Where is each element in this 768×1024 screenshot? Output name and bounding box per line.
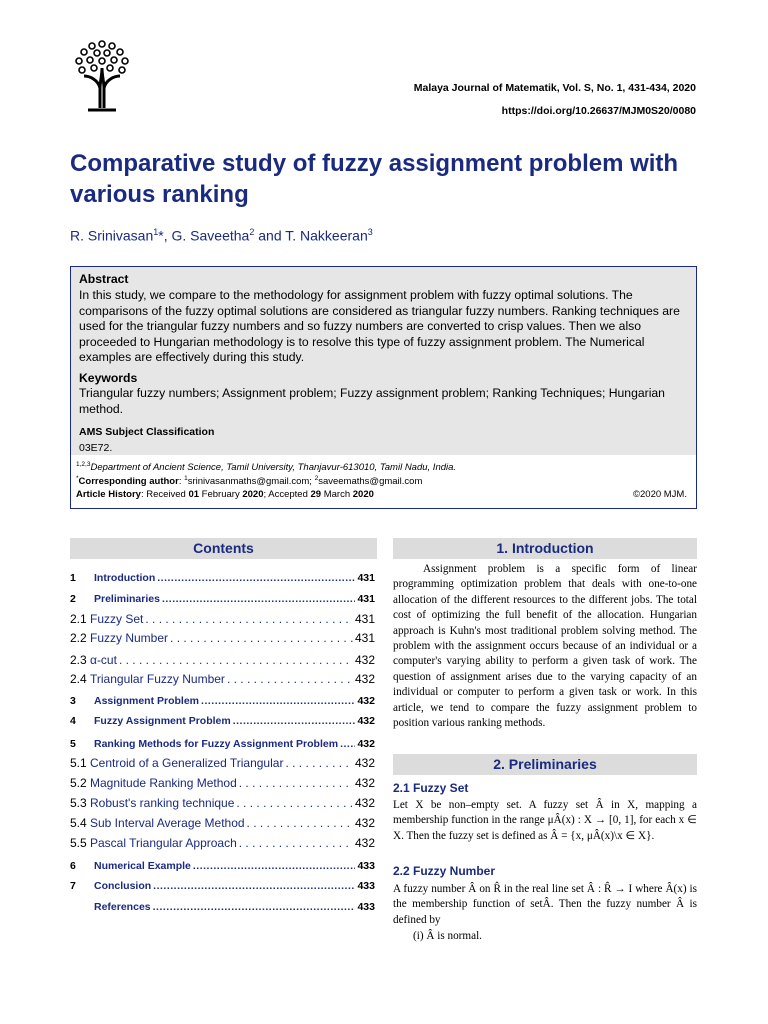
toc-entry-label[interactable]: Pascal Triangular Approach [90, 836, 237, 850]
toc-leader-dots [119, 653, 353, 667]
toc-entry-page: 432 [357, 715, 375, 727]
toc-entry-number: 2.1 [70, 612, 87, 626]
fuzzy-set-heading: 2.1 Fuzzy Set [393, 781, 469, 795]
abstract-text: In this study, we compare to the methodology for assignment problem with fuzzy optimal solutions. The comparisons of the fuzzy optimal solutions are considered as triangular fuzzy numbers. Ranking techniques are used for the triangular fuzzy numbers and so fuzzy numbers are converted to crisp values. Then we also proceeded to Hungarian methodology is to resolve this type of fuzzy assignment problem. The Numerical examples are effectively during this study. [79, 288, 680, 364]
toc-entry[interactable] [70, 901, 375, 913]
toc-entry-number: 5 [70, 738, 76, 750]
fuzzy-number-condition-i: (i) Â is normal. [413, 930, 482, 942]
history-label: Article History [76, 489, 141, 500]
toc-entry[interactable] [70, 836, 375, 850]
corr-colon: : [178, 476, 185, 488]
toc-entry-page: 433 [357, 901, 375, 913]
toc-entry-label[interactable]: Fuzzy Number [90, 631, 169, 645]
toc-entry[interactable] [70, 756, 375, 770]
toc-entry[interactable] [70, 672, 375, 686]
paper-title: Comparative study of fuzzy assignment problem with various ranking [70, 150, 679, 208]
affiliation-sup: 1,2,3 [76, 461, 91, 468]
fuzzy-number-text: A fuzzy number Â on R̂ in the real line set Â : R̂ → I where Â(x) is the membership function of setÂ. Then the fuzzy number Â is defined by [393, 883, 697, 926]
toc-leader-dots [145, 612, 353, 626]
toc-leader-dots [157, 572, 355, 584]
corr-label: Corresponding author [78, 476, 179, 488]
toc-leader-dots [227, 672, 353, 686]
received-month: February [199, 489, 243, 500]
copyright: ©2020 MJM. [633, 489, 687, 500]
contents-heading: Contents [70, 538, 377, 559]
toc-entry-number: 5.5 [70, 836, 87, 850]
toc-entry-page: 432 [354, 653, 375, 667]
toc-leader-dots [233, 715, 356, 727]
toc-leader-dots [153, 880, 355, 892]
abstract-heading: Abstract [79, 272, 129, 286]
toc-entry-number: 5.3 [70, 796, 87, 810]
toc-entry-label[interactable]: Sub Interval Average Method [90, 816, 245, 830]
toc-entry[interactable] [70, 860, 375, 872]
keywords-heading: Keywords [79, 371, 138, 385]
toc-entry-label[interactable]: Conclusion [94, 880, 152, 892]
tree-logo-icon [70, 36, 134, 112]
toc-entry-page: 433 [357, 860, 375, 872]
history-accepted: ; Accepted [263, 489, 311, 500]
email-2[interactable]: saveemaths@gmail.com [318, 476, 423, 488]
ams-heading: AMS Subject Classification [79, 426, 215, 438]
toc-entry-page: 432 [354, 816, 375, 830]
toc-entry-label[interactable]: Fuzzy Assignment Problem [94, 715, 231, 727]
toc-leader-dots [170, 631, 353, 645]
toc-entry-label[interactable]: Magnitude Ranking Method [90, 776, 237, 790]
toc-entry[interactable] [70, 796, 375, 810]
fuzzy-set-text: Let X be non–empty set. A fuzzy set Â in X, mapping a membership function in the range μÂ(x) : X → [0, 1], for each x ∈ X. Then the fuzzy set is defined as Â = {x, μÂ(x)\x ∈ X}. [393, 799, 697, 842]
toc-entry-page: 432 [354, 796, 375, 810]
received-year: 2020 [242, 489, 264, 500]
introduction-text: Assignment problem is a specific form of linear programming optimization problem that deals with one-to-one allocation of the different resources to the different jobs. The total cost of optimizing the full benefit of the allocation. Hungarian approach is Kuhn's most traditional problem solving method. The problem with the assignment occurs because of an individual or a computer's varying ability to perform a given task of work. The question of assignment arises due to the varying capacity of an individual or computer to perform a given task or work. In this article, we tend to compare the fuzzy assignment problem to position various ranking methods. [393, 563, 697, 730]
toc-entry-label[interactable]: Centroid of a Generalized Triangular [90, 756, 284, 770]
toc-entry[interactable] [70, 612, 375, 626]
history-received: : Received [140, 489, 189, 500]
toc-entry-number: 2.2 [70, 631, 87, 645]
author-3: and T. Nakkeeran [254, 227, 368, 244]
affiliation [76, 461, 456, 473]
toc-entry[interactable] [70, 572, 375, 584]
toc-entry-page: 432 [354, 776, 375, 790]
toc-entry-label[interactable]: Assignment Problem [94, 695, 200, 707]
toc-entry-page: 432 [357, 738, 375, 750]
accepted-year: 2020 [352, 489, 374, 500]
toc-entry-page: 431 [354, 631, 375, 645]
toc-leader-dots [239, 836, 353, 850]
accepted-day: 29 [310, 489, 322, 500]
doi-link[interactable]: https://doi.org/10.26637/MJM0S20/0080 [501, 105, 696, 117]
affiliation-text: Department of Ancient Science, Tamil University, Thanjavur-613010, Tamil Nadu, India. [90, 462, 457, 474]
toc-entry-label[interactable]: References [94, 901, 151, 913]
toc-leader-dots [239, 776, 353, 790]
toc-entry-label[interactable]: Fuzzy Set [90, 612, 144, 626]
author-3-affiliation: 3 [367, 227, 373, 237]
introduction-heading: 1. Introduction [393, 538, 697, 559]
toc-entry[interactable] [70, 738, 375, 750]
toc-entry-page: 432 [354, 836, 375, 850]
toc-entry-label[interactable]: Preliminaries [94, 593, 160, 605]
toc-entry-label[interactable]: Ranking Methods for Fuzzy Assignment Problem [94, 738, 339, 750]
toc-entry[interactable] [70, 593, 375, 605]
toc-entry[interactable] [70, 816, 375, 830]
toc-leader-dots [193, 860, 356, 872]
toc-entry-number: 2 [70, 593, 76, 605]
toc-entry-number: 2.3 [70, 653, 87, 667]
author-1: R. Srinivasan [70, 227, 154, 244]
toc-entry[interactable] [70, 715, 375, 727]
toc-leader-dots [247, 816, 353, 830]
toc-entry[interactable] [70, 695, 375, 707]
corresponding-mark: * [158, 227, 164, 244]
corresponding-author [76, 475, 422, 487]
corr-mark: * [76, 475, 79, 482]
toc-entry[interactable] [70, 631, 375, 645]
toc-entry-number: 7 [70, 880, 76, 892]
author-list [70, 227, 373, 244]
email-2-sup: 2 [314, 475, 319, 482]
received-day: 01 [188, 489, 200, 500]
toc-entry[interactable] [70, 776, 375, 790]
toc-leader-dots [236, 796, 353, 810]
author-2-affiliation: 2 [249, 227, 255, 237]
toc-entry-label[interactable]: α-cut [90, 653, 117, 667]
toc-entry-number: 5.4 [70, 816, 87, 830]
toc-entry-label[interactable]: Triangular Fuzzy Number [90, 672, 225, 686]
email-1[interactable]: srinivasanmaths@gmail.com; [187, 476, 315, 488]
toc-leader-dots [162, 593, 356, 605]
toc-entry[interactable] [70, 653, 375, 667]
toc-entry-number: 5.2 [70, 776, 87, 790]
author-2: , G. Saveetha [163, 227, 250, 244]
toc-entry-page: 432 [354, 672, 375, 686]
article-history [76, 489, 374, 500]
toc-entry-number: 6 [70, 860, 76, 872]
toc-leader-dots [153, 901, 356, 913]
toc-entry-number: 2.4 [70, 672, 87, 686]
toc-entry-page: 431 [357, 593, 375, 605]
toc-entry-page: 431 [354, 612, 375, 626]
toc-entry-number: 3 [70, 695, 76, 707]
toc-entry-label[interactable]: Numerical Example [94, 860, 191, 872]
email-1-sup: 1 [184, 475, 188, 482]
toc-entry-label[interactable]: Introduction [94, 572, 156, 584]
toc-entry-number: 4 [70, 715, 76, 727]
toc-entry-page: 433 [357, 880, 375, 892]
toc-entry-number: 1 [70, 572, 76, 584]
toc-entry[interactable] [70, 880, 375, 892]
toc-leader-dots [285, 756, 353, 770]
fuzzy-number-heading: 2.2 Fuzzy Number [393, 864, 496, 878]
toc-entry-page: 432 [357, 695, 375, 707]
preliminaries-heading: 2. Preliminaries [393, 754, 697, 775]
journal-citation: Malaya Journal of Matematik, Vol. S, No. 1, 431-434, 2020 [413, 82, 696, 94]
author-1-affiliation: 1 [153, 227, 159, 237]
toc-entry-page: 432 [354, 756, 375, 770]
toc-leader-dots [340, 738, 355, 750]
ams-code: 03E72. [79, 442, 113, 454]
keywords-text: Triangular fuzzy numbers; Assignment problem; Fuzzy assignment problem; Ranking Techniques; Hungarian method. [79, 386, 665, 416]
toc-entry-number: 5.1 [70, 756, 87, 770]
accepted-month: March [321, 489, 353, 500]
toc-entry-label[interactable]: Robust's ranking technique [90, 796, 235, 810]
toc-leader-dots [201, 695, 355, 707]
toc-entry-page: 431 [357, 572, 375, 584]
